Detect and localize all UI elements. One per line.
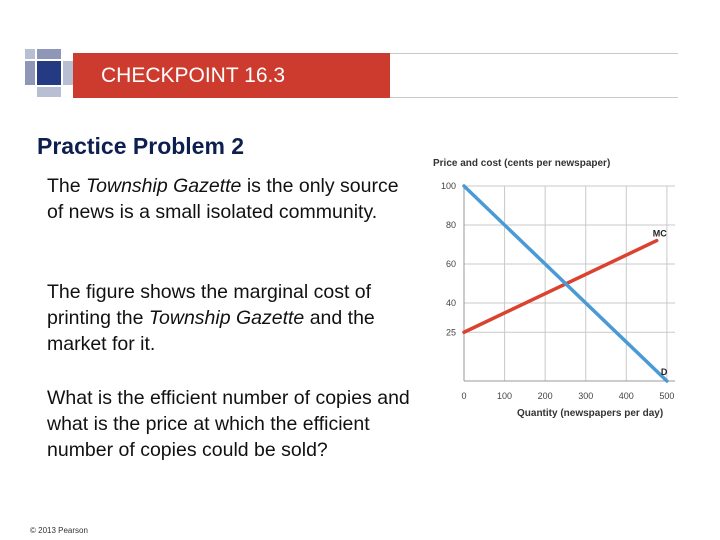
logo-square [63, 61, 73, 85]
y-tick-label: 60 [445, 259, 456, 269]
x-tick-label: 0 [461, 391, 467, 401]
y-tick-label: 80 [445, 220, 456, 230]
text: The [47, 175, 87, 197]
y-axis-label: Price and cost (cents per newspaper) [433, 158, 611, 169]
problem-paragraph-1 [47, 173, 417, 225]
italic-text: Township Gazette [148, 307, 305, 329]
text: and the market for it. [47, 307, 375, 355]
ticks [441, 181, 674, 401]
x-tick-label: 400 [618, 391, 634, 401]
logo-square [37, 87, 61, 97]
checkpoint-banner: CHECKPOINT 16.3 [73, 53, 390, 98]
logo-square [25, 61, 35, 85]
problem-paragraph-2 [47, 279, 417, 357]
x-tick-label: 100 [497, 391, 513, 401]
mc-line-label: MC [652, 228, 667, 239]
y-tick-label: 40 [445, 298, 456, 308]
x-axis-label: Quantity (newspapers per day) [517, 408, 664, 419]
banner-divider [390, 97, 678, 98]
mc-line [464, 241, 657, 333]
problem-question: What is the efficient number of copies and what is the price at which the efficient number of copies could be sold? [47, 387, 410, 461]
x-tick-label: 200 [537, 391, 553, 401]
checkpoint-logo-icon [25, 49, 73, 97]
text: The figure shows the marginal cost of printing the [47, 281, 372, 329]
mc-demand-chart [425, 150, 685, 425]
logo-square [37, 61, 61, 85]
demand-line-label: D [660, 367, 668, 377]
demand-line [464, 186, 667, 381]
y-tick-label: 100 [440, 181, 456, 191]
x-tick-label: 300 [578, 391, 594, 401]
copyright: © 2013 Pearson [30, 526, 88, 535]
series [464, 186, 668, 381]
page-title: Practice Problem 2 [37, 133, 245, 159]
logo-square [37, 49, 61, 59]
x-tick-label: 500 [659, 391, 675, 401]
text: is the only source of news is a small isolated community. [47, 175, 399, 223]
banner-divider [390, 53, 678, 54]
logo-square [25, 49, 35, 59]
italic-text: Township Gazette [86, 175, 242, 197]
y-tick-label: 25 [445, 327, 456, 338]
